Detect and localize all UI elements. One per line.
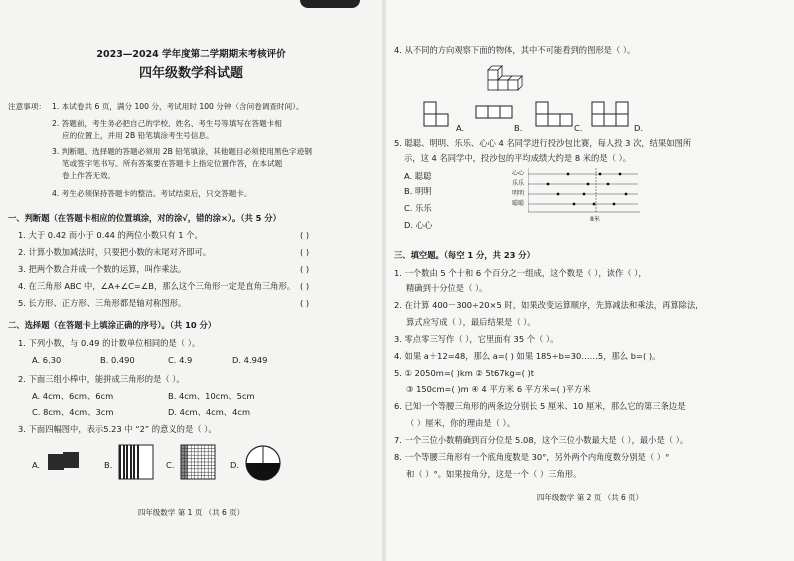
choice-option: A. 4cm、6cm、6cm (32, 391, 114, 401)
chart-row-label: 乐乐 (512, 180, 525, 187)
choice-option: B. 0.490 (100, 355, 135, 365)
sandbag-chart (512, 168, 642, 230)
fill-line: 7. 一个三位小数精确到百分位是 5.08，这个三位小数最大是（ ），最小是（ ）。 (394, 435, 689, 445)
option-label: D. (634, 123, 644, 133)
fill-line: （ ）厘米，你的理由是（ ）。 (406, 418, 515, 428)
choice-option: C. 4.9 (168, 355, 193, 365)
option-label: B. (514, 123, 523, 133)
figure-c-hundred-grid (180, 444, 216, 480)
choice-option: A. 6.30 (32, 355, 62, 365)
judge-item: 3. 把两个数合并成一个数的运算，叫作乘法。 (18, 264, 187, 274)
chart-row-label: 聪聪 (512, 200, 525, 207)
choice-option: C. 乐乐 (404, 203, 432, 213)
exam-title: 四年级数学科试题 (138, 66, 243, 81)
year-title: 2023—2024 学年度第二学期期末考核评价 (96, 49, 286, 60)
fill-line: 1. 一个数由 5 个十和 6 个百分之一组成，这个数是（ ），读作（ ）， (394, 268, 647, 278)
note-line: 卷上作答无效。 (62, 171, 116, 180)
choice-option: D. 4cm、4cm、4cm (168, 407, 251, 417)
fill-line: 5. ① 2050m=( )km ② 5t67kg=( )t (394, 368, 534, 378)
fill-line: ③ 150cm=( )m ④ 4 平方米 6 平方米=( )平方米 (406, 384, 591, 394)
answer-paren: ( ) (300, 264, 310, 274)
note-line: 应的位置上，并用 2B 铅笔填涂考生号信息。 (62, 131, 214, 140)
fill-line: 4. 如果 a＋12=48，那么 a=( ) 如果 185÷b=30……5，那么 b=( )。 (394, 351, 661, 361)
choice-question: 2. 下面三组小棒中，能拼成三角形的是（ ）。 (18, 374, 185, 384)
choice-option: D. 心心 (404, 220, 433, 230)
view-b-shape (474, 100, 516, 124)
page-footer: 四年级数学 第 1 页 （共 6 页） (137, 508, 245, 517)
cube-stack-figure (484, 64, 530, 98)
judge-item: 5. 长方形、正方形、三角形都是轴对称图形。 (18, 298, 187, 308)
fill-line: 和（ ）°。如果按角分，这是一个（ ）三角形。 (406, 469, 582, 479)
fill-line: 3. 零点零三写作（ ），它里面有 35 个（ ）。 (394, 334, 559, 344)
fill-line: 2. 在计算 400－300÷20×5 时，如果改变运算顺序，先算减法和乘法，再算除法， (394, 300, 704, 310)
choice-question: 4. 从不同的方向观察下面的物体，其中不可能看到的图形是（ ）。 (394, 45, 636, 55)
option-label: C. (574, 123, 583, 133)
page-footer: 四年级数学 第 2 页 （共 6 页） (536, 493, 644, 502)
figure-d-half-circle (244, 444, 282, 482)
choice-question: 3. 下面四幅图中，表示5.23 中 “2” 的意义的是（ ）。 (18, 424, 217, 434)
fill-line: 6. 已知一个等腰三角形的两条边分别长 5 厘米、10 厘米，那么它的第三条边是 (394, 401, 686, 411)
scan-shadow (300, 0, 360, 8)
choice-question: 示，这 4 名同学中，投沙包的平均成绩大约是 8 米的是（ ）。 (404, 153, 632, 163)
note-line: 2. 答题前，考生务必把自己的学校、姓名、考生号等填写在答题卡相 (52, 119, 282, 128)
section2-title: 二、选择题（在答题卡上填涂正确的序号）。（共 10 分） (8, 320, 217, 330)
view-c-shape (534, 100, 576, 130)
note-line: 笔或签字笔书写。所有答案要在答题卡上指定位置作答，在本试题 (62, 159, 283, 168)
answer-paren: ( ) (300, 230, 310, 240)
answer-paren: ( ) (300, 298, 310, 308)
note-line: 3. 判断题、选择题的答题必须用 2B 铅笔填涂，其他题目必须使用黑色字迹钢 (52, 147, 312, 156)
fill-line: 8. 一个等腰三角形有一个底角度数是 30°，另外两个内角度数分别是（ ）° (394, 452, 670, 462)
view-a-shape (422, 100, 454, 130)
fill-line: 精确到十分位是（ ）。 (406, 283, 488, 293)
figure-b-striped-square (118, 444, 154, 480)
view-d-shape (590, 100, 632, 130)
judge-item: 4. 在三角形 ABC 中，∠A+∠C=∠B，那么这个三角形一定是直角三角形。 (18, 281, 296, 291)
notes-label: 注意事项： (8, 102, 46, 111)
choice-option: B. 明明 (404, 186, 432, 196)
option-label: B. (104, 460, 113, 470)
note-line: 4. 考生必须保持答题卡的整洁。考试结束后，只交答题卡。 (52, 189, 252, 198)
choice-option: D. 4.949 (232, 355, 268, 365)
choice-option: B. 4cm、10cm、5cm (168, 391, 255, 401)
chart-axis-label: 8米 (590, 216, 600, 223)
chart-row-label: 明明 (512, 190, 525, 197)
answer-paren: ( ) (300, 281, 310, 291)
choice-option: A. 聪聪 (404, 171, 432, 181)
option-label: A. (456, 123, 465, 133)
figure-a-two-squares (46, 450, 82, 474)
section3-title: 三、填空题。（每空 1 分，共 23 分） (394, 250, 535, 260)
fill-line: 算式应写成（ ），最后结果是（ ）。 (406, 317, 536, 327)
judge-item: 1. 大于 0.42 而小于 0.44 的两位小数只有 1 个。 (18, 230, 203, 240)
judge-item: 2. 计算小数加减法时，只要把小数的末尾对齐即可。 (18, 247, 212, 257)
choice-option: C. 8cm、4cm、3cm (32, 407, 114, 417)
section1-title: 一、判断题（在答题卡相应的位置填涂，对的涂√，错的涂×）。（共 5 分） (8, 213, 281, 223)
option-label: A. (32, 460, 41, 470)
exam-page-2 (386, 0, 794, 561)
answer-paren: ( ) (300, 247, 310, 257)
note-line: 1. 本试卷共 6 页，满分 100 分，考试用时 100 分钟（含问卷调查时间）。 (52, 102, 304, 111)
chart-plot (528, 168, 642, 218)
choice-question: 1. 下列小数，与 0.49 的计数单位相同的是（ ）。 (18, 338, 201, 348)
option-label: C. (166, 460, 175, 470)
choice-question: 5. 聪聪、明明、乐乐、心心 4 名同学进行投沙包比赛，每人投 3 次，结果如图所 (394, 138, 692, 148)
option-label: D. (230, 460, 240, 470)
chart-row-label: 心心 (512, 170, 525, 177)
exam-page-1 (0, 0, 382, 561)
